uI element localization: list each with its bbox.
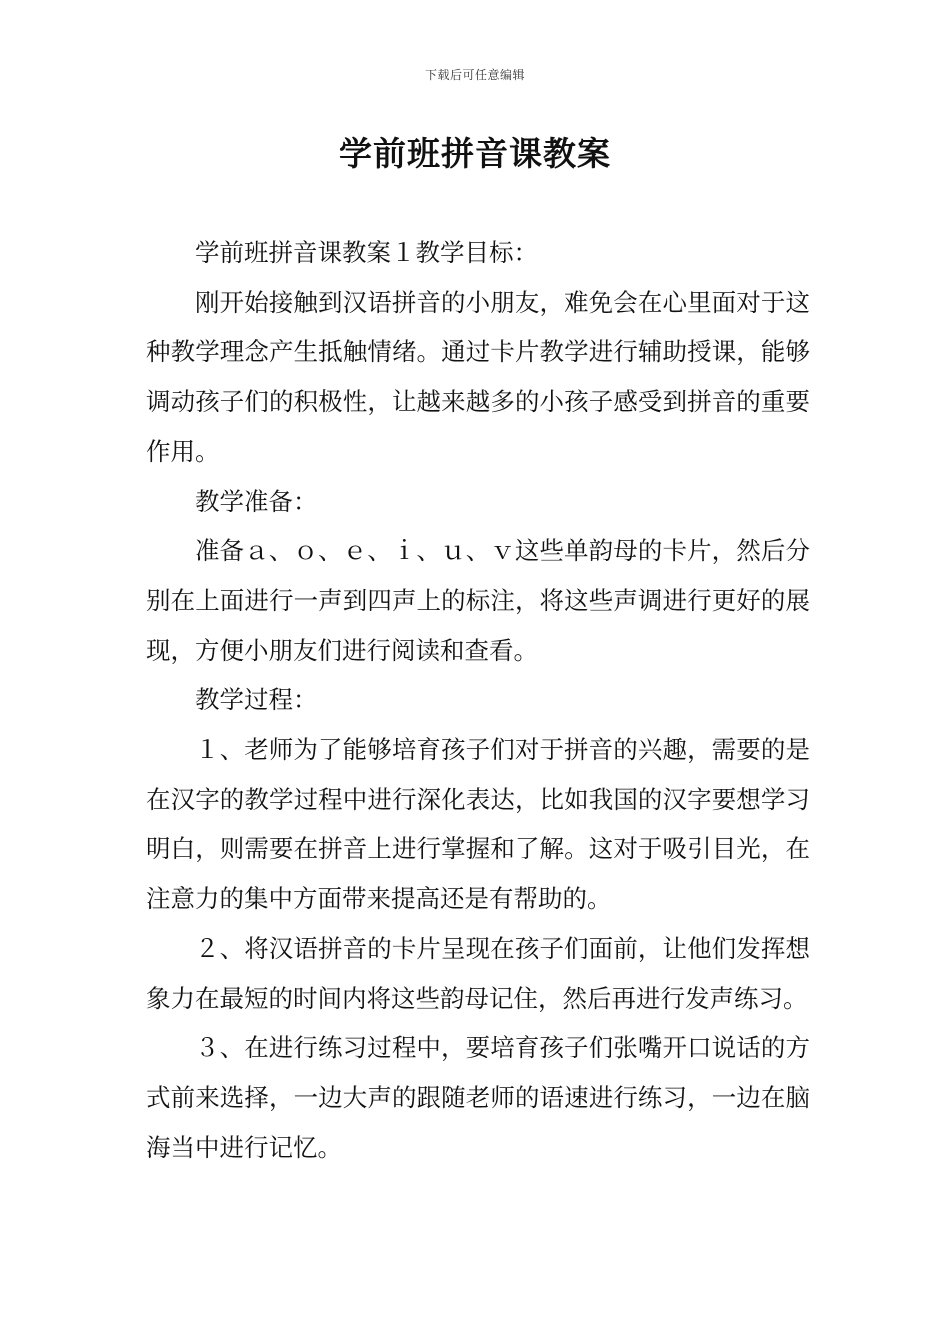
paragraph-subtitle: 学前班拼音课教案１教学目标： xyxy=(195,238,538,267)
paragraph-prep-heading: 教学准备： xyxy=(195,486,318,516)
header-note: 下载后可任意编辑 xyxy=(424,68,525,82)
paragraph-prep: 准备ａ、ｏ、ｅ、ｉ、ｕ、ｖ这些单韵母的卡片，然后分别在上面进行一声到四声上的标注，将这些声调进行更好的展现，方便小朋友们进行阅读和查看。 xyxy=(146,536,810,665)
paragraph-step-3: ３、在进行练习过程中，要培育孩子们张嘴开口说话的方式前来选择，一边大声的跟随老师的语速进行练习，一边在脑海当中进行记忆。 xyxy=(146,1033,810,1162)
paragraph-step-1: １、老师为了能够培育孩子们对于拼音的兴趣，需要的是在汉字的教学过程中进行深化表达，比如我国的汉字要想学习明白，则需要在拼音上进行掌握和了解。这对于吸引目光，在注意力的集中方面带来提高还是有帮助的。 xyxy=(146,735,810,914)
document-body xyxy=(146,228,810,1172)
paragraph-step-2: ２、将汉语拼音的卡片呈现在孩子们面前，让他们发挥想象力在最短的时间内将这些韵母记住，然后再进行发声练习。 xyxy=(146,933,810,1013)
paragraph-process-heading: 教学过程： xyxy=(195,685,318,715)
document-title: 学前班拼音课教案 xyxy=(339,134,611,173)
paragraph-objectives: 刚开始接触到汉语拼音的小朋友，难免会在心里面对于这种教学理念产生抵触情绪。通过卡片教学进行辅助授课，能够调动孩子们的积极性，让越来越多的小孩子感受到拼音的重要作用。 xyxy=(146,287,810,466)
